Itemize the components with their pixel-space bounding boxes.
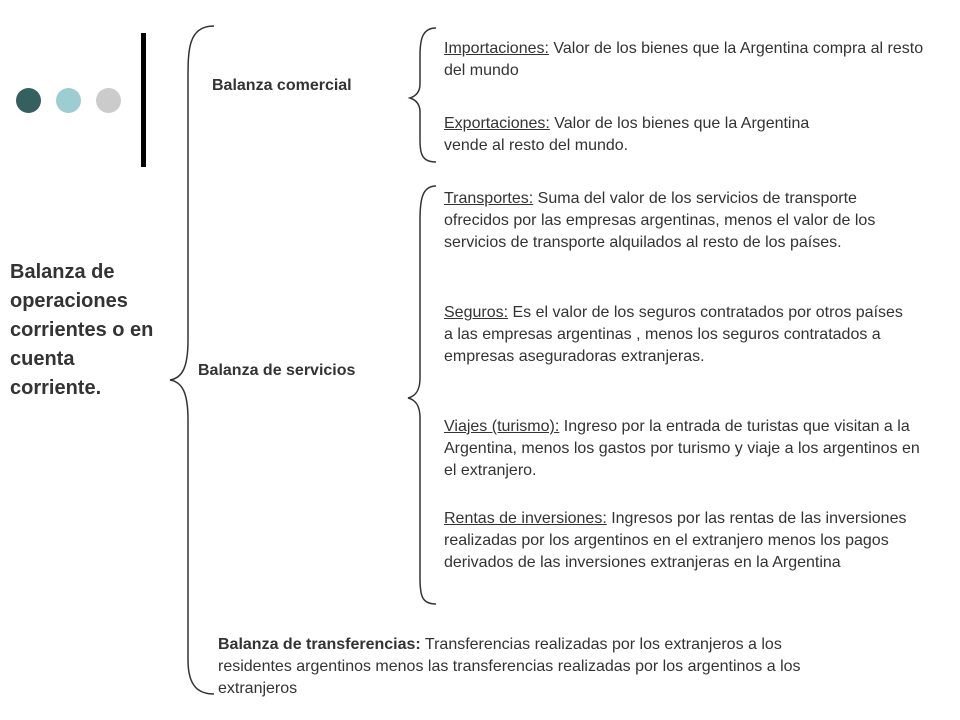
servicios-brace: [408, 186, 436, 604]
term-exportaciones: Exportaciones:: [444, 115, 550, 132]
category-balanza-comercial: Balanza comercial: [212, 77, 352, 94]
desc-transportes: Suma del valor de los servicios de transporte ofrecidos por las empresas argentinas, menos el valor de los servicios de transporte alquilados al resto de los países.: [444, 190, 876, 251]
term-importaciones: Importaciones:: [444, 40, 549, 57]
desc-importaciones: Valor de los bienes que la Argentina compra al resto del mundo: [444, 40, 924, 79]
term-transferencias: Balanza de transferencias:: [218, 636, 421, 653]
desc-viajes: Ingreso por la entrada de turistas que visitan a la Argentina, menos los gastos por turismo y viaje a los argentinos en el extranjero.: [444, 418, 920, 479]
desc-rentas: Ingresos por las rentas de las inversiones realizadas por los argentinos en el extranjero menos los pagos derivados de las inversiones extranjeras en la Argentina: [444, 510, 907, 571]
comercial-brace: [410, 28, 436, 162]
desc-exportaciones: Valor de los bienes que la Argentina vende al resto del mundo.: [444, 115, 810, 154]
main-brace: [170, 26, 214, 694]
item-rentas: [444, 508, 924, 574]
term-rentas: Rentas de inversiones:: [444, 510, 607, 527]
item-seguros: [444, 302, 914, 368]
item-exportaciones: [444, 113, 844, 157]
item-transferencias: [218, 634, 858, 700]
desc-transferencias: Transferencias realizadas por los extranjeros a los residentes argentinos menos las transferencias realizadas por los argentinos a los extranjeros: [218, 636, 801, 697]
item-viajes: [444, 416, 924, 482]
term-transportes: Transportes:: [444, 190, 534, 207]
desc-seguros: Es el valor de los seguros contratados por otros países a las empresas argentinas , menos los seguros contratados a empresas aseguradoras extranjeras.: [444, 304, 903, 365]
term-seguros: Seguros:: [444, 304, 509, 321]
root-title: Balanza de operaciones corrientes o en cuenta corriente.: [10, 261, 154, 399]
item-importaciones: [444, 38, 944, 82]
category-balanza-servicios: Balanza de servicios: [198, 362, 356, 379]
term-viajes: Viajes (turismo):: [444, 418, 560, 435]
item-transportes: [444, 188, 924, 254]
